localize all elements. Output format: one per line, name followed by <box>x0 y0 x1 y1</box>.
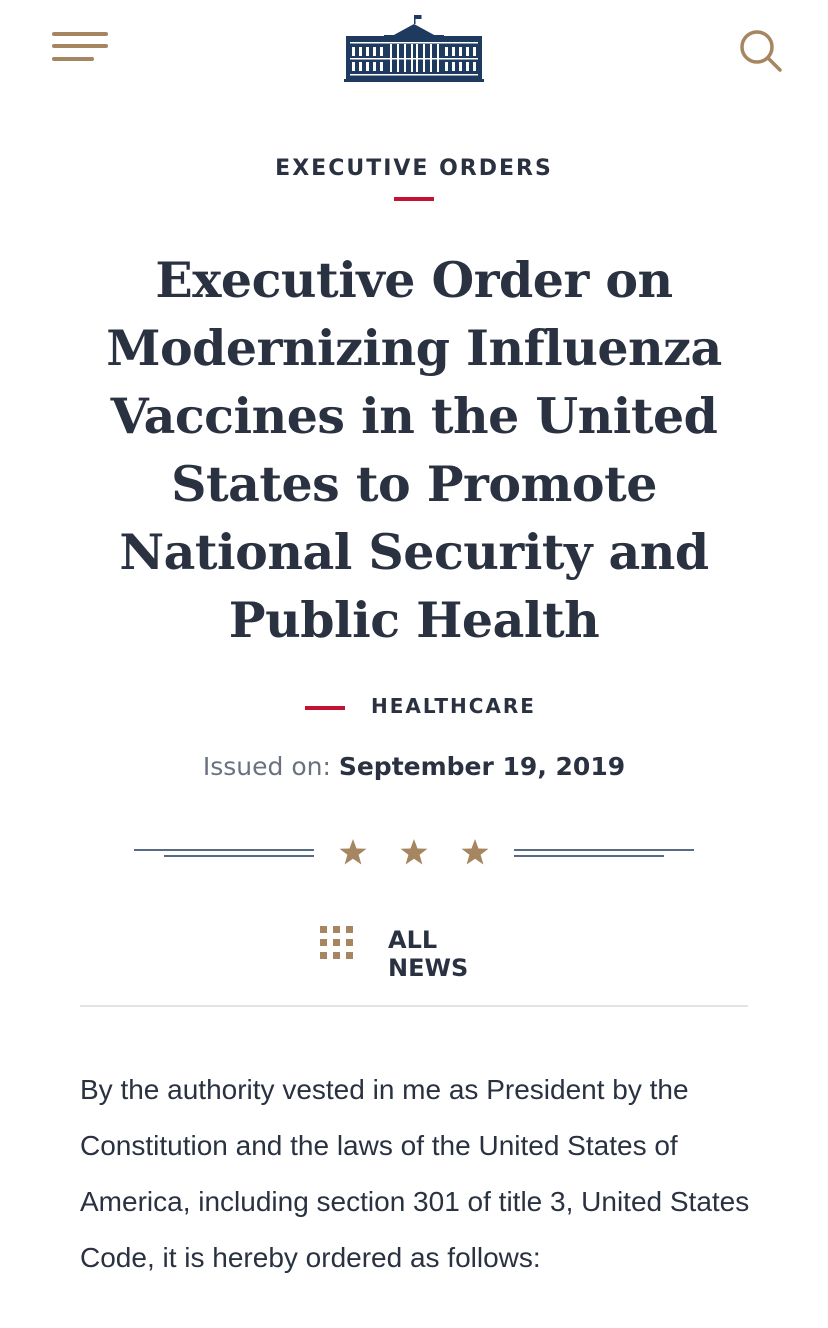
content-divider <box>80 1005 748 1007</box>
page-title: Executive Order on Modernizing Influenza Vaccines in the United States to Promote National Security and Public Health <box>106 251 722 649</box>
star-icon <box>462 839 489 865</box>
issued-label: Issued on: <box>202 752 331 781</box>
all-news-link[interactable] <box>318 922 518 982</box>
star-icon <box>340 839 367 865</box>
all-news-label: ALL NEWS <box>388 926 469 982</box>
white-house-logo[interactable] <box>344 14 484 82</box>
kicker-underline <box>394 197 434 201</box>
issued-value: September 19, 2019 <box>338 752 626 781</box>
three-stars-divider <box>0 832 828 876</box>
search-icon[interactable] <box>736 26 784 74</box>
issued-date <box>0 752 828 781</box>
hamburger-menu-icon[interactable] <box>50 28 110 68</box>
star-icon <box>401 839 428 865</box>
category-dash <box>305 706 345 710</box>
category-tag <box>0 690 828 724</box>
section-kicker[interactable]: EXECUTIVE ORDERS <box>275 156 553 181</box>
site-header <box>0 0 828 110</box>
category-link[interactable]: HEALTHCARE <box>371 694 536 718</box>
grid-icon <box>318 924 356 962</box>
article-body: By the authority vested in me as President by the Constitution and the laws of the United States of America, including section 301 of title 3, United States Code, it is hereby ordered as follows: <box>80 1074 750 1273</box>
